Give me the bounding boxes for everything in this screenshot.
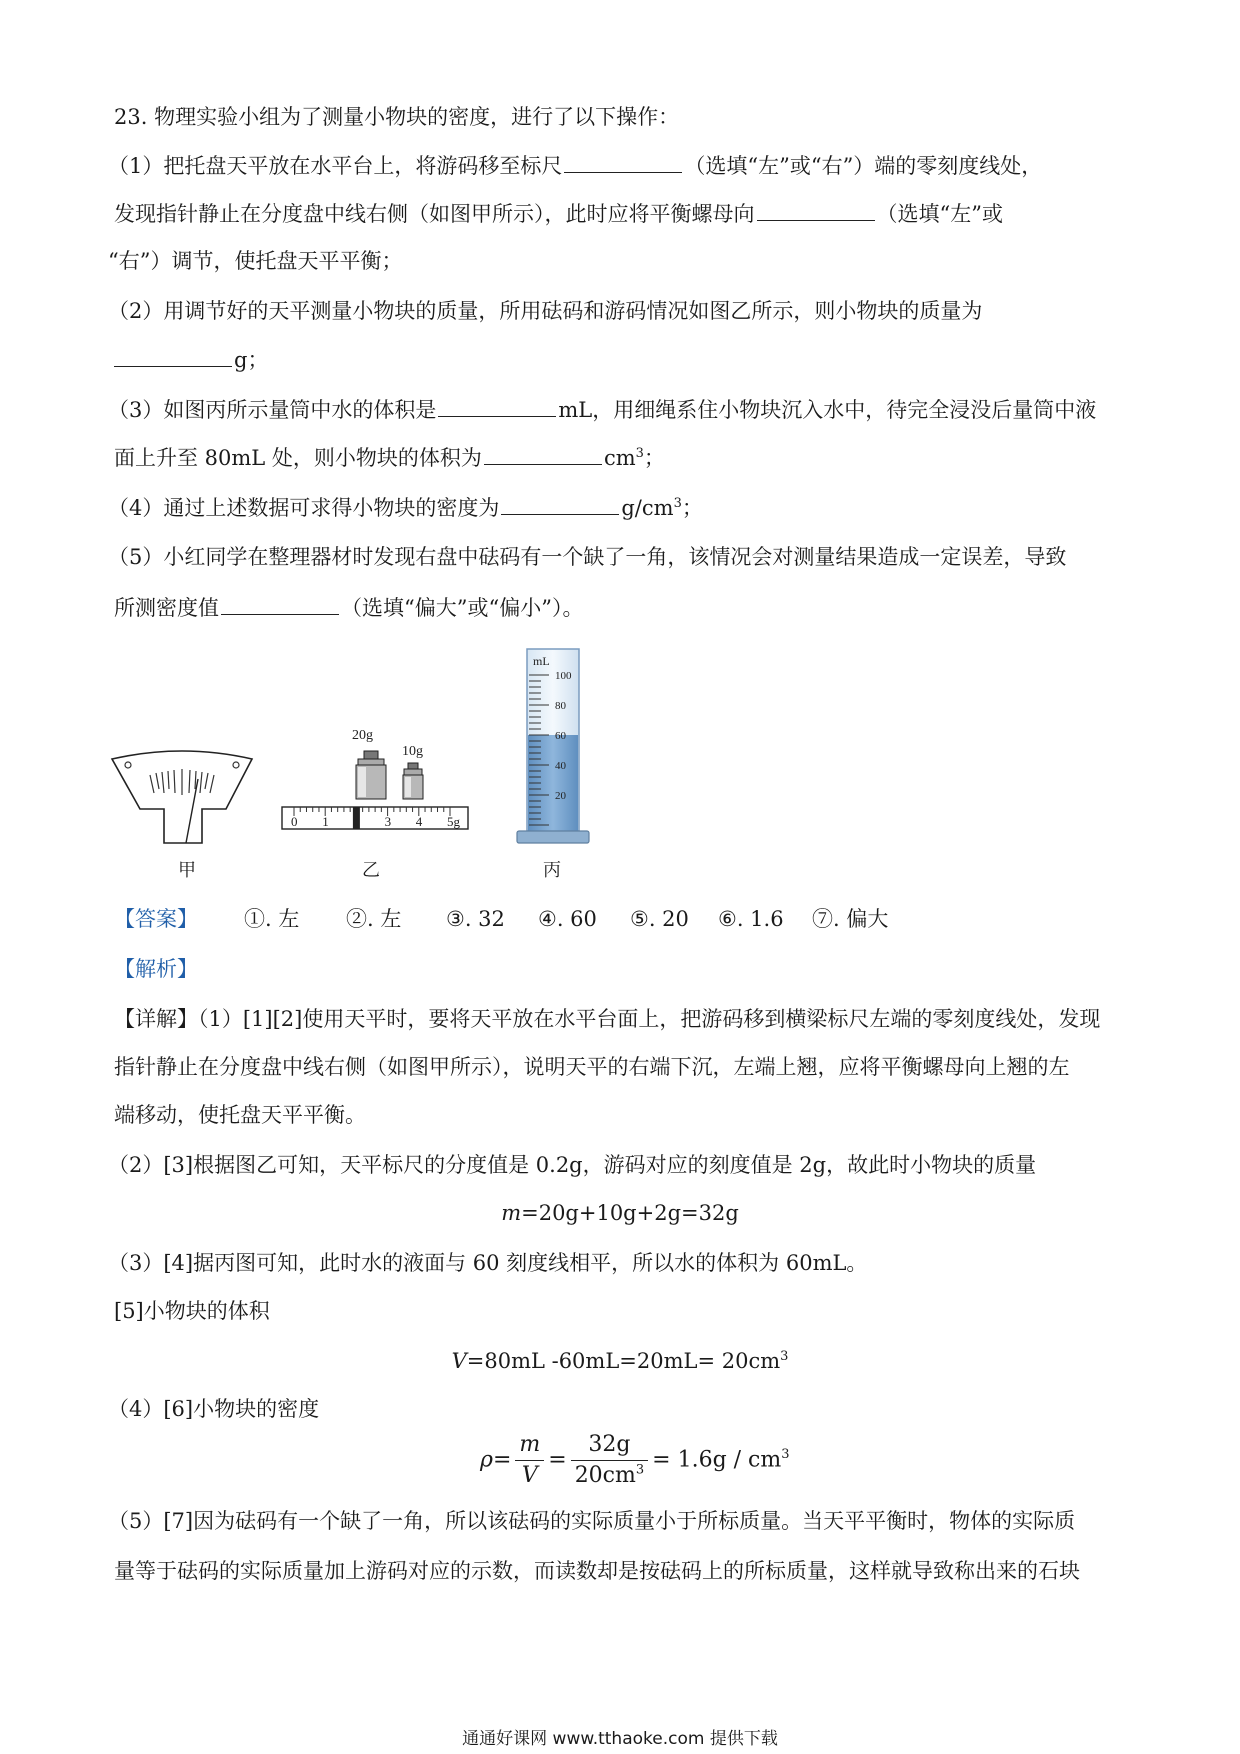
answer-item: ②. 左	[346, 907, 402, 931]
var-v: V	[451, 1349, 467, 1373]
text: cm	[603, 446, 636, 470]
numerator: 32g	[571, 1430, 648, 1461]
cylinder-tick-label: 80	[555, 700, 566, 712]
text: g/cm	[621, 496, 674, 520]
superscript: 3	[781, 1447, 790, 1463]
text: （3）如图丙所示量筒中水的体积是	[108, 398, 437, 422]
footer: 通通好课网 www.tthaoke.com 提供下载	[462, 1729, 778, 1749]
cylinder-tick-label: 20	[555, 790, 566, 802]
analysis-label: 【解析】	[114, 957, 198, 981]
figure-yi-weights-ruler	[280, 725, 480, 845]
answer-item: ⑥. 1.6	[718, 907, 784, 931]
text: =	[492, 1447, 512, 1473]
fraction-values	[571, 1430, 648, 1491]
question-part3-line1	[108, 396, 1096, 423]
ruler-tick-label: 1	[322, 814, 329, 829]
text: mL，用细绳系住小物块沉入水中，待完全浸没后量筒中液	[558, 398, 1097, 422]
text: （1）[1][2]使用天平时，要将天平放在水平台面上，把游码移到横梁标尺左端的零刻度线处，发现	[198, 1007, 1101, 1031]
detail-line1	[114, 1006, 1100, 1032]
ruler-tick-label: 4	[415, 814, 423, 829]
ruler-tick-label: 5g	[447, 814, 460, 829]
question-part1-line2	[114, 200, 1003, 227]
answer-blank-7	[221, 594, 339, 615]
equation-density	[480, 1430, 790, 1491]
question-part1-line3: “右”）调节，使托盘天平平衡；	[108, 249, 403, 273]
detail-part4: （4）[6]小物块的密度	[108, 1397, 320, 1421]
text: ；	[643, 446, 665, 470]
weight-20g-label: 20g	[352, 728, 373, 743]
answer-blank-1	[564, 152, 682, 173]
equation-mass	[0, 1200, 1240, 1226]
cylinder-tick-label: 100	[555, 670, 572, 682]
question-part4	[108, 494, 703, 521]
text: 发现指针静止在分度盘中线右侧（如图甲所示），此时应将平衡螺母向	[114, 202, 755, 226]
text: 20cm	[574, 1463, 636, 1488]
answer-label: 【答案】	[114, 907, 198, 931]
text: （1）把托盘天平放在水平台上，将游码移至标尺	[108, 154, 563, 178]
detail-label: 【详解】	[114, 1007, 198, 1031]
detail-part5-line2: 量等于砝码的实际质量加上游码对应的示数，而读数却是按砝码上的所标质量，这样就导致称出来的石块	[114, 1559, 1080, 1583]
text: =80mL -60mL=20mL= 20cm	[466, 1349, 781, 1373]
ruler-tick-label: 3	[384, 814, 392, 829]
equation-volume	[0, 1348, 1240, 1374]
superscript: 3	[780, 1349, 789, 1364]
text: = 1.6g / cm	[652, 1447, 782, 1473]
var-m: m	[501, 1201, 522, 1225]
answer-item: ①. 左	[244, 907, 300, 931]
cylinder-unit: mL	[533, 654, 550, 668]
rider	[353, 807, 360, 829]
text: （选填“左”或“右”）端的零刻度线处，	[684, 154, 1043, 178]
figure-bing-cylinder	[515, 645, 595, 850]
detail-part3b: [5]小物块的体积	[114, 1299, 270, 1323]
text: g；	[234, 348, 269, 372]
question-part5-line1: （5）小红同学在整理器材时发现右盘中砝码有一个缺了一角，该情况会对测量结果造成一定误差，导致	[108, 545, 1067, 569]
denominator: V	[521, 1463, 538, 1488]
answer-item: ⑦. 偏大	[812, 907, 889, 931]
text: （选填“左”或	[876, 202, 1003, 226]
detail-line3: 端移动，使托盘天平平衡。	[114, 1103, 366, 1127]
answer-blank-6	[501, 494, 619, 515]
answer-blank-4	[438, 396, 556, 417]
ruler-tick-label: 0	[291, 814, 298, 829]
cylinder-tick-label: 40	[555, 760, 566, 772]
question-part2-line2	[114, 346, 268, 373]
weight-10g-label: 10g	[402, 744, 423, 759]
superscript: 3	[673, 496, 682, 511]
question-title: 23. 物理实验小组为了测量小物块的密度，进行了以下操作：	[114, 105, 680, 129]
answer-blank-3	[114, 346, 232, 367]
answer-item: ③. 32	[446, 907, 505, 931]
superscript: 3	[635, 1462, 645, 1478]
answer-blank-2	[757, 200, 875, 221]
text: 面上升至 80mL 处，则小物块的体积为	[114, 446, 482, 470]
weight-20g	[356, 751, 386, 799]
question-part5-line2	[114, 594, 583, 621]
weight-10g	[403, 763, 423, 799]
text: ；	[681, 496, 703, 520]
text: （选填“偏大”或“偏小”）。	[341, 596, 584, 620]
numerator: m	[515, 1430, 544, 1461]
figure-jia-dial	[110, 745, 255, 845]
answer-item: ⑤. 20	[630, 907, 689, 931]
var-rho: ρ	[480, 1447, 493, 1473]
text: =20g+10g+2g=32g	[521, 1201, 739, 1225]
denominator	[571, 1461, 648, 1491]
detail-part3: （3）[4]据丙图可知，此时水的液面与 60 刻度线相平，所以水的体积为 60mL。	[108, 1251, 868, 1275]
text: =	[548, 1447, 567, 1473]
figure-bing-label: 丙	[543, 860, 561, 881]
cylinder-tick-label: 60	[555, 730, 566, 742]
text: （4）通过上述数据可求得小物块的密度为	[108, 496, 500, 520]
answer-blank-5	[484, 444, 602, 465]
answer-item: ④. 60	[538, 907, 597, 931]
figure-yi-label: 乙	[362, 860, 380, 881]
question-part1-line1	[108, 152, 1042, 179]
detail-part2: （2）[3]根据图乙可知，天平标尺的分度值是 0.2g，游码对应的刻度值是 2g，故此时小物块的质量	[108, 1153, 1037, 1177]
text: 所测密度值	[114, 596, 219, 620]
detail-line2: 指针静止在分度盘中线右侧（如图甲所示），说明天平的右端下沉，左端上翘，应将平衡螺母向上翘的左	[114, 1055, 1070, 1079]
detail-part5-line1: （5）[7]因为砝码有一个缺了一角，所以该砝码的实际质量小于所标质量。当天平平衡时，物体的实际质	[108, 1509, 1076, 1533]
question-part3-line2	[114, 444, 665, 471]
question-part2-line1: （2）用调节好的天平测量小物块的质量，所用砝码和游码情况如图乙所示，则小物块的质量为	[108, 299, 983, 323]
fraction-m-over-v	[515, 1430, 544, 1491]
superscript: 3	[635, 446, 644, 461]
figure-jia-label: 甲	[178, 860, 196, 881]
